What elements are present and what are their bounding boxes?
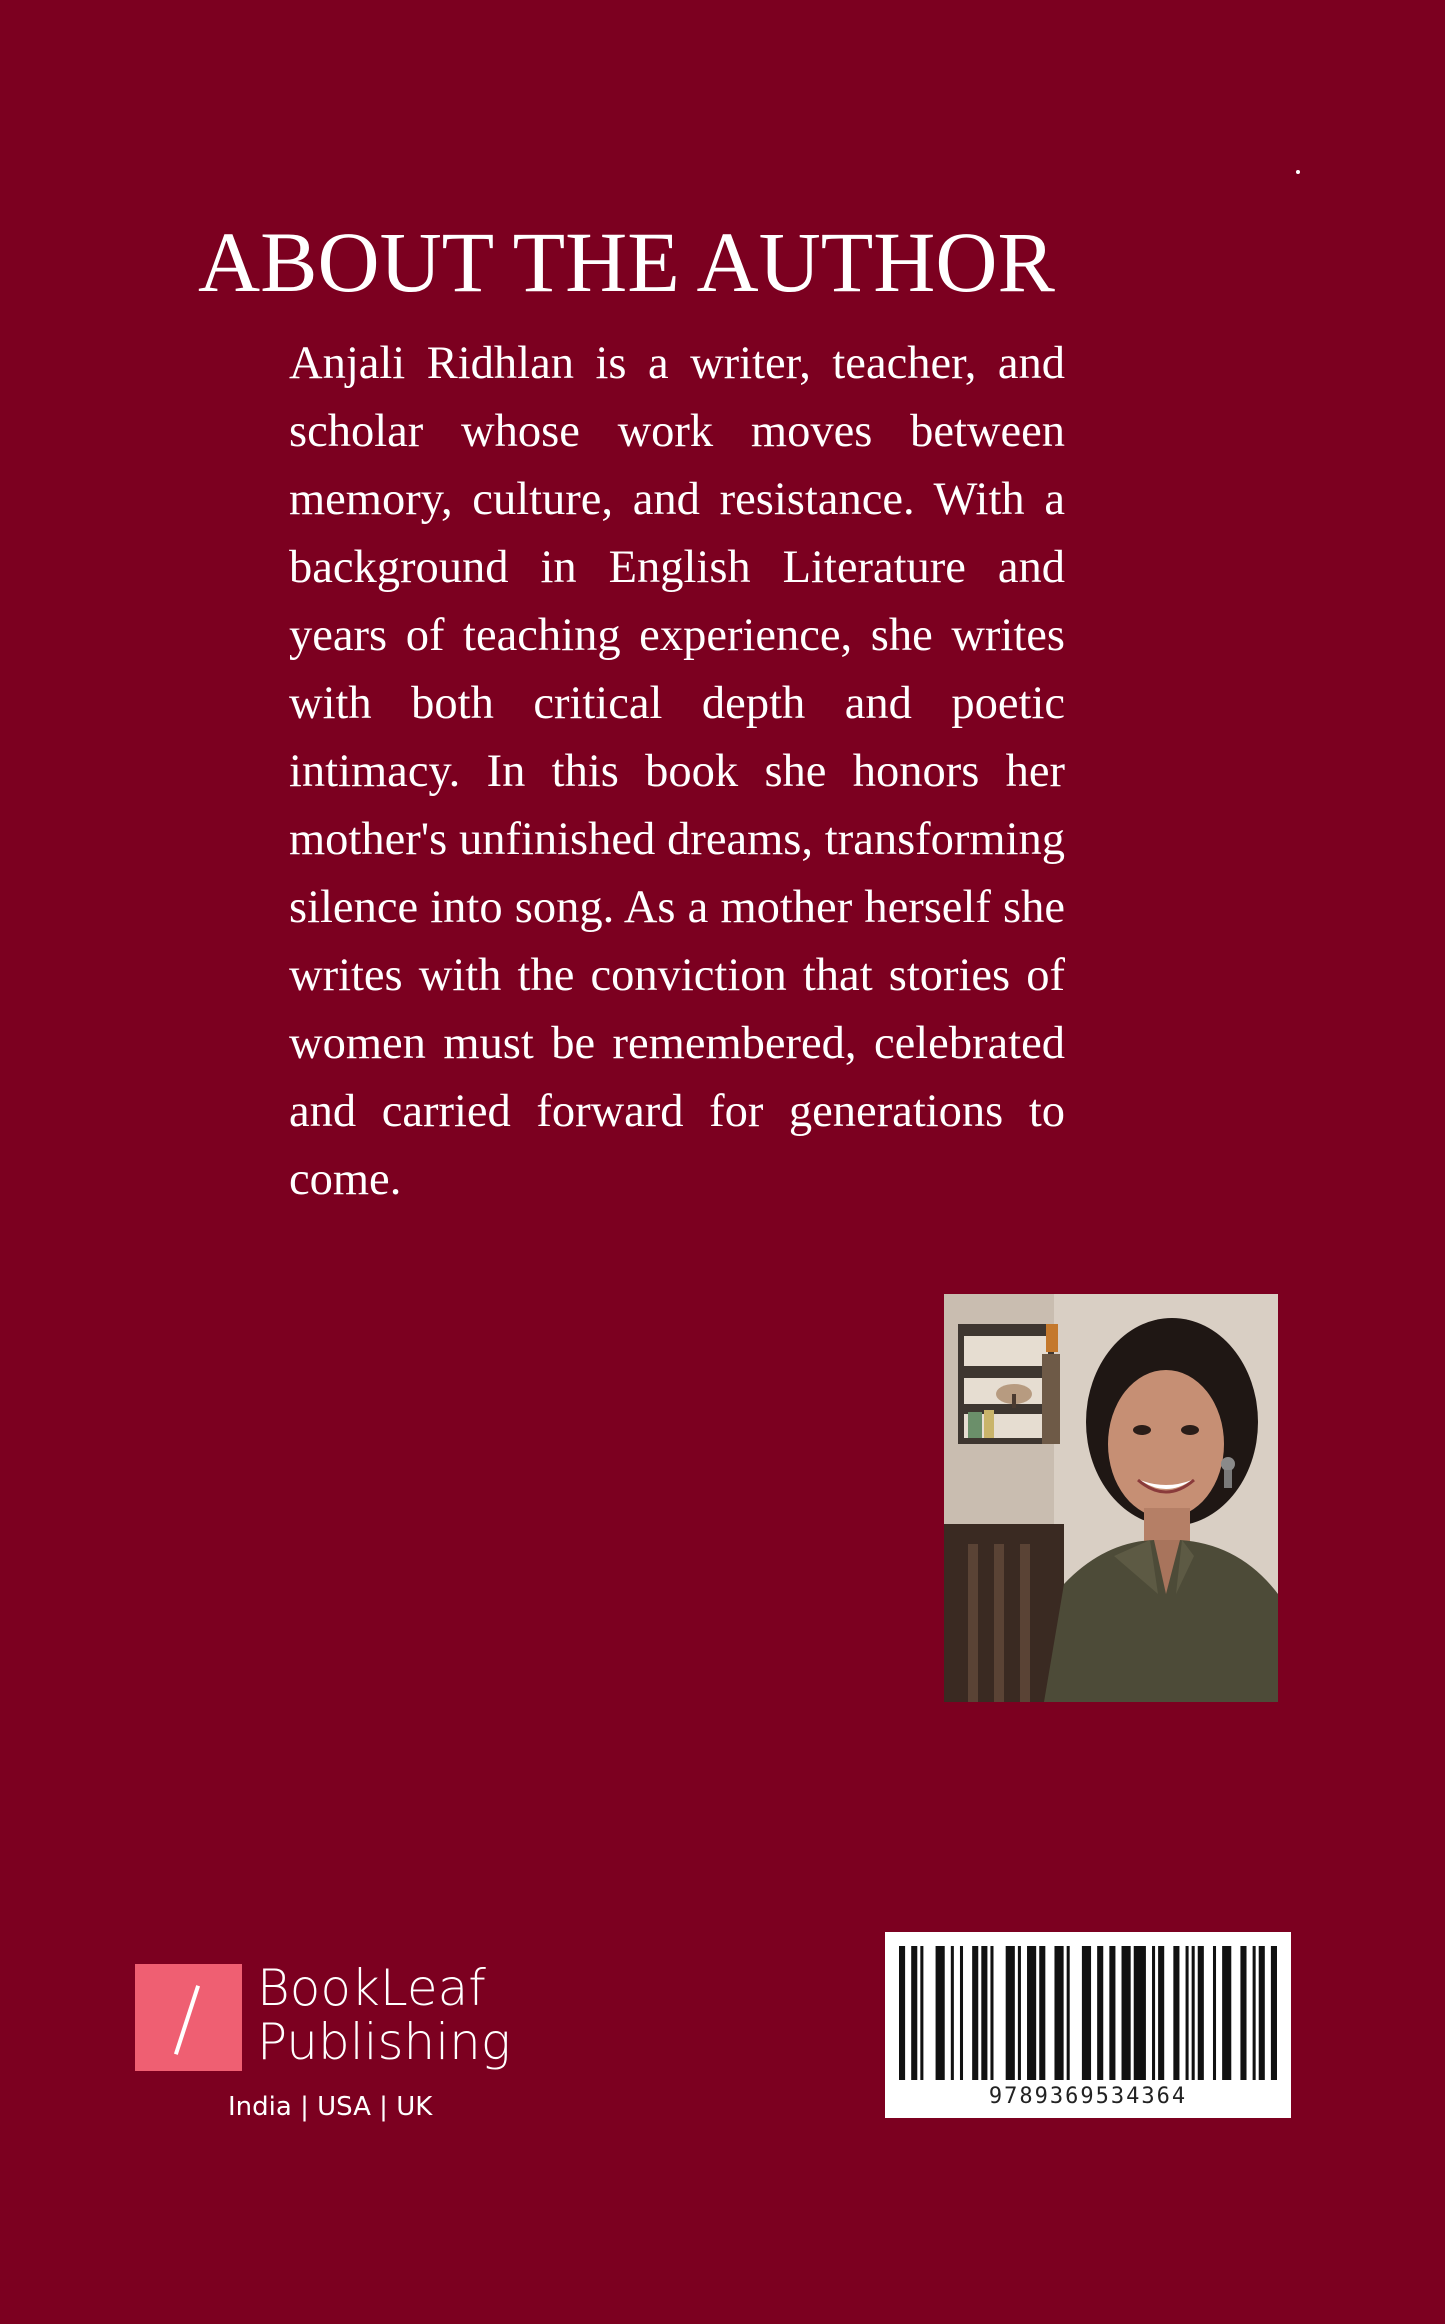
barcode-bar <box>1259 1946 1265 2080</box>
barcode-bar <box>1158 1946 1164 2080</box>
barcode-bar <box>981 1946 987 2080</box>
barcode-bar <box>1027 1946 1036 2080</box>
barcode-bar <box>1067 1946 1070 2080</box>
author-bio: Anjali Ridhlan is a writer, teacher, and scholar whose work moves between memory, culture, and resistance. With a background in English Literature and years of teaching experience, she writes with both critical depth and poetic intimacy. In this book she honors her mother's unfinished dreams, transforming silence into song. As a mother herself she writes with the conviction that stories of women must be remembered, celebrated and carried forward for generations to come. <box>289 338 1065 1205</box>
barcode-bar <box>1134 1946 1146 2080</box>
publisher-mark-icon <box>135 1964 242 2071</box>
slash-icon <box>174 1985 200 2055</box>
isbn-barcode <box>885 1932 1291 2118</box>
barcode-bar <box>990 1946 993 2080</box>
section-title: ABOUT THE AUTHOR <box>198 214 1055 310</box>
barcode-bar <box>1240 1946 1246 2080</box>
barcode-bar <box>1082 1946 1091 2080</box>
barcode-bar <box>1186 1946 1189 2080</box>
barcode-bar <box>1097 1946 1103 2080</box>
barcode-bar <box>899 1946 905 2080</box>
barcode-bar <box>1152 1946 1155 2080</box>
barcode-bar <box>1018 1946 1021 2080</box>
decorative-dot <box>1296 170 1300 174</box>
publisher-logo <box>135 1960 535 2140</box>
barcode-bar <box>911 1946 917 2080</box>
barcode-bar <box>1122 1946 1131 2080</box>
barcode-bar <box>951 1946 954 2080</box>
barcode-bar <box>1109 1946 1115 2080</box>
publisher-name-line1: BookLeaf <box>257 1959 486 2017</box>
barcode-bar <box>1173 1946 1179 2080</box>
barcode-bar <box>920 1946 923 2080</box>
author-photo <box>944 1294 1278 1702</box>
isbn-number: 9789369534364 <box>988 2084 1188 2109</box>
barcode-bar <box>1039 1946 1045 2080</box>
publisher-name-line2: Publishing <box>257 2013 511 2071</box>
barcode-bar <box>1222 1946 1231 2080</box>
barcode-bar <box>1006 1946 1015 2080</box>
barcode-bar <box>1054 1946 1063 2080</box>
barcode-bar <box>972 1946 978 2080</box>
barcode-bar <box>1192 1946 1195 2080</box>
barcode-bar <box>1198 1946 1204 2080</box>
publisher-regions: India | USA | UK <box>228 2092 433 2122</box>
barcode-bar <box>1253 1946 1256 2080</box>
barcode-bar <box>1271 1946 1277 2080</box>
barcode-bars <box>899 1946 1277 2080</box>
barcode-bar <box>936 1946 945 2080</box>
barcode-bar <box>1213 1946 1216 2080</box>
barcode-bar <box>960 1946 963 2080</box>
